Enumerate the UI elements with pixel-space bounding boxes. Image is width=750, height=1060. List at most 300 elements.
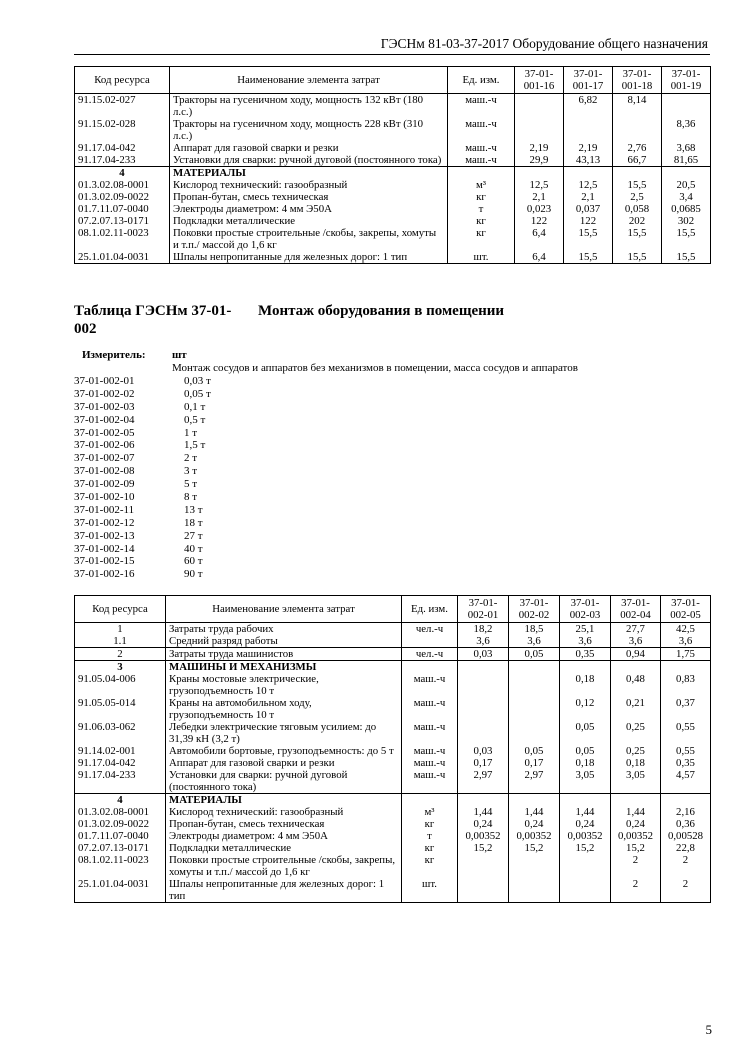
resource-value: 15,2 bbox=[560, 842, 611, 854]
resource-value: 4,57 bbox=[661, 769, 711, 794]
resource-value: 0,05 bbox=[560, 745, 611, 757]
resource-code: 07.2.07.13-0171 bbox=[75, 215, 170, 227]
resource-name: Затраты труда машинистов bbox=[166, 648, 402, 661]
resource-code: 25.1.01.04-0031 bbox=[75, 878, 166, 903]
resource-value: 0,48 bbox=[611, 673, 661, 697]
resource-code: 01.3.02.08-0001 bbox=[75, 806, 166, 818]
table-header-row bbox=[75, 596, 711, 623]
item-value: 5 т bbox=[184, 478, 198, 491]
resource-value bbox=[564, 118, 613, 142]
resource-name: Краны мостовые электрические, грузоподъемность 10 т bbox=[166, 673, 402, 697]
resource-code: 3 bbox=[75, 661, 166, 674]
list-item bbox=[74, 478, 211, 491]
resource-value bbox=[515, 167, 564, 180]
resource-code: 1.1 bbox=[75, 635, 166, 648]
resource-value: 15,2 bbox=[611, 842, 661, 854]
resource-value: 0,55 bbox=[661, 721, 711, 745]
resource-value: 2 bbox=[611, 878, 661, 903]
table-row bbox=[75, 215, 711, 227]
item-value: 1 т bbox=[184, 426, 198, 439]
resource-value: 3,05 bbox=[611, 769, 661, 794]
item-code: 37-01-002-13 bbox=[74, 529, 135, 542]
resource-name: Затраты труда рабочих bbox=[166, 623, 402, 636]
list-item bbox=[74, 568, 211, 581]
resource-name: Подкладки металлические bbox=[166, 842, 402, 854]
resource-value: 2 bbox=[661, 878, 711, 903]
resource-value: 15,5 bbox=[662, 227, 711, 251]
section-row bbox=[75, 794, 711, 807]
resource-code: 01.3.02.09-0022 bbox=[75, 818, 166, 830]
resource-code: 91.14.02-001 bbox=[75, 745, 166, 757]
resource-name: Аппарат для газовой сварки и резки bbox=[166, 757, 402, 769]
resource-name: Поковки простые строительные /скобы, закрепы, хомуты и т.п./ массой до 1,6 кг bbox=[170, 227, 448, 251]
resource-name: Краны на автомобильном ходу, грузоподъемность 10 т bbox=[166, 697, 402, 721]
resource-code: 91.17.04-233 bbox=[75, 769, 166, 794]
resource-value: 2,19 bbox=[564, 142, 613, 154]
resource-name: Установки для сварки: ручной дуговой (постоянного тока) bbox=[170, 154, 448, 167]
resource-value: 15,5 bbox=[613, 227, 662, 251]
resource-value bbox=[509, 673, 560, 697]
resource-value: 0,25 bbox=[611, 721, 661, 745]
resource-value: 66,7 bbox=[613, 154, 662, 167]
item-value: 3 т bbox=[184, 465, 198, 478]
resource-value: 0,05 bbox=[560, 721, 611, 745]
resource-value: 122 bbox=[564, 215, 613, 227]
resource-value: 12,5 bbox=[515, 179, 564, 191]
column-header: Наименование элемента затрат bbox=[166, 596, 402, 623]
item-value: 0,03 т bbox=[184, 375, 211, 387]
resource-code: 25.1.01.04-0031 bbox=[75, 251, 170, 264]
resource-name: Подкладки металлические bbox=[170, 215, 448, 227]
resource-value bbox=[509, 697, 560, 721]
resource-name: Пропан-бутан, смесь техническая bbox=[166, 818, 402, 830]
resource-value: 0,17 bbox=[509, 757, 560, 769]
list-item bbox=[74, 388, 211, 401]
item-value: 0,05 т bbox=[184, 387, 211, 400]
list-item bbox=[74, 530, 211, 543]
resource-value: 0,25 bbox=[611, 745, 661, 757]
table-row bbox=[75, 94, 711, 119]
resource-name: МАШИНЫ И МЕХАНИЗМЫ bbox=[166, 661, 402, 674]
item-value: 18 т bbox=[184, 516, 203, 529]
resource-value: 0,94 bbox=[611, 648, 661, 661]
item-code: 37-01-002-08 bbox=[74, 465, 135, 478]
resource-name: Тракторы на гусеничном ходу, мощность 228 кВт (310 л.с.) bbox=[170, 118, 448, 142]
resource-value: 2 bbox=[611, 854, 661, 878]
resource-value bbox=[509, 661, 560, 674]
resource-unit: маш.-ч bbox=[448, 142, 515, 154]
resource-name: Тракторы на гусеничном ходу, мощность 132 кВт (180 л.с.) bbox=[170, 94, 448, 119]
resource-value: 3,6 bbox=[661, 635, 711, 648]
item-value: 27 т bbox=[184, 529, 203, 542]
column-header: Ед. изм. bbox=[448, 67, 515, 94]
resource-value: 0,00352 bbox=[509, 830, 560, 842]
resource-unit: маш.-ч bbox=[402, 757, 458, 769]
resource-value: 25,1 bbox=[560, 623, 611, 636]
resource-unit: кг bbox=[402, 818, 458, 830]
resource-value bbox=[509, 794, 560, 807]
resource-name: Кислород технический: газообразный bbox=[170, 179, 448, 191]
list-item bbox=[74, 555, 211, 568]
resource-name: Средний разряд работы bbox=[166, 635, 402, 648]
table-row bbox=[75, 769, 711, 794]
resource-unit bbox=[402, 635, 458, 648]
measure-label: Измеритель: bbox=[82, 349, 146, 361]
resource-value bbox=[515, 118, 564, 142]
resource-value bbox=[458, 854, 509, 878]
resource-value: 6,4 bbox=[515, 251, 564, 264]
list-item bbox=[74, 465, 211, 478]
table-row bbox=[75, 191, 711, 203]
resource-name: Установки для сварки: ручной дуговой (постоянного тока) bbox=[166, 769, 402, 794]
resource-name: Аппарат для газовой сварки и резки bbox=[170, 142, 448, 154]
item-code: 37-01-002-04 bbox=[74, 413, 135, 426]
resource-value: 43,13 bbox=[564, 154, 613, 167]
resource-code: 91.17.04-042 bbox=[75, 757, 166, 769]
resource-value: 1,75 bbox=[661, 648, 711, 661]
resource-value: 3,6 bbox=[509, 635, 560, 648]
resource-value: 0,24 bbox=[458, 818, 509, 830]
section-row bbox=[75, 623, 711, 636]
resource-value: 3,05 bbox=[560, 769, 611, 794]
resource-value bbox=[458, 721, 509, 745]
table-row bbox=[75, 635, 711, 648]
resource-unit: м³ bbox=[448, 179, 515, 191]
resource-value: 0,18 bbox=[611, 757, 661, 769]
resource-value: 29,9 bbox=[515, 154, 564, 167]
resource-value: 0,83 bbox=[661, 673, 711, 697]
table-row bbox=[75, 757, 711, 769]
resource-name: Пропан-бутан, смесь техническая bbox=[170, 191, 448, 203]
resource-table-1 bbox=[74, 66, 711, 264]
list-item bbox=[74, 504, 211, 517]
table-row bbox=[75, 721, 711, 745]
resource-value bbox=[458, 661, 509, 674]
resource-value: 2,5 bbox=[613, 191, 662, 203]
item-value: 40 т bbox=[184, 542, 203, 555]
resource-unit: т bbox=[448, 203, 515, 215]
resource-name: Шпалы непропитанные для железных дорог: 1 тип bbox=[166, 878, 402, 903]
page-header: ГЭСНм 81-03-37-2017 Оборудование общего назначения bbox=[380, 36, 708, 51]
resource-value: 2,76 bbox=[613, 142, 662, 154]
resource-unit: чел.-ч bbox=[402, 648, 458, 661]
resource-value: 0,36 bbox=[661, 818, 711, 830]
resource-value: 15,2 bbox=[458, 842, 509, 854]
header-divider bbox=[74, 54, 710, 55]
item-code: 37-01-002-10 bbox=[74, 491, 135, 504]
resource-value: 0,058 bbox=[613, 203, 662, 215]
resource-value: 0,037 bbox=[564, 203, 613, 215]
table-row bbox=[75, 251, 711, 264]
resource-code: 01.3.02.09-0022 bbox=[75, 191, 170, 203]
resource-code: 4 bbox=[75, 794, 166, 807]
resource-value: 122 bbox=[515, 215, 564, 227]
item-code: 37-01-002-15 bbox=[74, 555, 135, 568]
resource-code: 91.15.02-027 bbox=[75, 94, 170, 119]
resource-value: 0,05 bbox=[509, 648, 560, 661]
resource-unit: кг bbox=[448, 227, 515, 251]
resource-value bbox=[458, 697, 509, 721]
resource-value bbox=[611, 661, 661, 674]
table-header-row bbox=[75, 67, 711, 94]
resource-unit: маш.-ч bbox=[402, 697, 458, 721]
resource-code: 4 bbox=[75, 167, 170, 180]
resource-code: 2 bbox=[75, 648, 166, 661]
resource-unit: кг bbox=[448, 191, 515, 203]
resource-value: 0,12 bbox=[560, 697, 611, 721]
resource-value: 0,18 bbox=[560, 673, 611, 697]
resource-unit: маш.-ч bbox=[402, 745, 458, 757]
resource-value bbox=[458, 878, 509, 903]
resource-code: 1 bbox=[75, 623, 166, 636]
resource-value: 0,37 bbox=[661, 697, 711, 721]
resource-name: Шпалы непропитанные для железных дорог: 1 тип bbox=[170, 251, 448, 264]
column-header: 37-01-002-02 bbox=[509, 596, 560, 623]
resource-value bbox=[661, 794, 711, 807]
resource-value bbox=[560, 878, 611, 903]
list-item bbox=[74, 414, 211, 427]
resource-value: 2 bbox=[661, 854, 711, 878]
resource-value: 0,35 bbox=[560, 648, 611, 661]
table-row bbox=[75, 745, 711, 757]
resource-name: Электроды диаметром: 4 мм Э50А bbox=[170, 203, 448, 215]
table-row bbox=[75, 142, 711, 154]
resource-code: 01.7.11.07-0040 bbox=[75, 830, 166, 842]
resource-value: 15,2 bbox=[509, 842, 560, 854]
list-item bbox=[74, 491, 211, 504]
column-header: Наименование элемента затрат bbox=[170, 67, 448, 94]
column-header: 37-01-001-17 bbox=[564, 67, 613, 94]
item-value: 60 т bbox=[184, 555, 203, 568]
resource-value: 0,00352 bbox=[458, 830, 509, 842]
resource-unit: маш.-ч bbox=[402, 721, 458, 745]
resource-unit: кг bbox=[448, 215, 515, 227]
resource-value: 22,8 bbox=[661, 842, 711, 854]
resource-value: 0,55 bbox=[661, 745, 711, 757]
resource-value: 18,5 bbox=[509, 623, 560, 636]
resource-value: 2,19 bbox=[515, 142, 564, 154]
resource-value: 8,36 bbox=[662, 118, 711, 142]
resource-value: 12,5 bbox=[564, 179, 613, 191]
resource-unit: кг bbox=[402, 842, 458, 854]
table-row bbox=[75, 154, 711, 167]
item-value: 2 т bbox=[184, 452, 198, 465]
resource-value: 0,17 bbox=[458, 757, 509, 769]
resource-value: 2,1 bbox=[564, 191, 613, 203]
resource-value: 1,44 bbox=[560, 806, 611, 818]
resource-code: 91.17.04-233 bbox=[75, 154, 170, 167]
column-header: 37-01-001-18 bbox=[613, 67, 662, 94]
resource-value: 2,97 bbox=[458, 769, 509, 794]
resource-unit: маш.-ч bbox=[448, 118, 515, 142]
resource-value: 0,0685 bbox=[662, 203, 711, 215]
resource-unit: чел.-ч bbox=[402, 623, 458, 636]
column-header: 37-01-002-01 bbox=[458, 596, 509, 623]
resource-code: 07.2.07.13-0171 bbox=[75, 842, 166, 854]
table-row bbox=[75, 878, 711, 903]
item-code: 37-01-002-01 bbox=[74, 375, 135, 387]
resource-code: 91.15.02-028 bbox=[75, 118, 170, 142]
resource-code: 91.05.05-014 bbox=[75, 697, 166, 721]
column-header: 37-01-001-19 bbox=[662, 67, 711, 94]
resource-value: 0,03 bbox=[458, 648, 509, 661]
table-row bbox=[75, 179, 711, 191]
item-code: 37-01-002-12 bbox=[74, 516, 135, 529]
resource-value bbox=[560, 794, 611, 807]
resource-value: 0,24 bbox=[611, 818, 661, 830]
resource-value bbox=[509, 854, 560, 878]
resource-value bbox=[509, 878, 560, 903]
resource-value: 6,82 bbox=[564, 94, 613, 119]
resource-value: 3,6 bbox=[611, 635, 661, 648]
resource-value: 6,4 bbox=[515, 227, 564, 251]
section-row bbox=[75, 167, 711, 180]
list-item bbox=[74, 543, 211, 556]
item-value: 90 т bbox=[184, 568, 203, 581]
resource-value: 42,5 bbox=[661, 623, 711, 636]
resource-value bbox=[458, 794, 509, 807]
list-item bbox=[74, 427, 211, 440]
item-value: 1,5 т bbox=[184, 439, 206, 452]
resource-value bbox=[458, 673, 509, 697]
resource-table-2 bbox=[74, 595, 711, 903]
resource-value: 0,18 bbox=[560, 757, 611, 769]
resource-value: 2,1 bbox=[515, 191, 564, 203]
resource-value: 1,44 bbox=[509, 806, 560, 818]
resource-value: 3,6 bbox=[560, 635, 611, 648]
item-value: 0,5 т bbox=[184, 413, 206, 426]
resource-value: 2,97 bbox=[509, 769, 560, 794]
resource-value: 1,44 bbox=[458, 806, 509, 818]
resource-value: 8,14 bbox=[613, 94, 662, 119]
resource-unit: кг bbox=[402, 854, 458, 878]
resource-value: 0,05 bbox=[509, 745, 560, 757]
resource-value bbox=[662, 94, 711, 119]
column-header: 37-01-001-16 bbox=[515, 67, 564, 94]
resource-value: 0,35 bbox=[661, 757, 711, 769]
resource-value: 0,00352 bbox=[560, 830, 611, 842]
column-header: Ед. изм. bbox=[402, 596, 458, 623]
resource-value: 15,5 bbox=[564, 251, 613, 264]
table-row bbox=[75, 854, 711, 878]
table-code: Таблица ГЭСНм 37-01-002 bbox=[74, 303, 232, 337]
column-header: Код ресурса bbox=[75, 596, 166, 623]
resource-name: МАТЕРИАЛЫ bbox=[166, 794, 402, 807]
resource-value bbox=[509, 721, 560, 745]
column-header: 37-01-002-04 bbox=[611, 596, 661, 623]
resource-value bbox=[662, 167, 711, 180]
list-item bbox=[74, 375, 211, 388]
resource-code: 91.17.04-042 bbox=[75, 142, 170, 154]
resource-value: 27,7 bbox=[611, 623, 661, 636]
measure-description: Монтаж сосудов и аппаратов без механизмов в помещении, масса сосудов и аппаратов bbox=[172, 362, 578, 374]
resource-value: 20,5 bbox=[662, 179, 711, 191]
table-row bbox=[75, 830, 711, 842]
resource-value: 302 bbox=[662, 215, 711, 227]
resource-unit bbox=[402, 794, 458, 807]
table-row bbox=[75, 118, 711, 142]
measure-unit: шт bbox=[172, 349, 187, 361]
item-code: 37-01-002-06 bbox=[74, 439, 135, 452]
resource-value bbox=[560, 661, 611, 674]
resource-value: 15,5 bbox=[564, 227, 613, 251]
resource-value: 3,4 bbox=[662, 191, 711, 203]
column-header: 37-01-002-03 bbox=[560, 596, 611, 623]
resource-code: 08.1.02.11-0023 bbox=[75, 227, 170, 251]
resource-name: Кислород технический: газообразный bbox=[166, 806, 402, 818]
resource-value: 15,5 bbox=[662, 251, 711, 264]
item-value: 0,1 т bbox=[184, 400, 206, 413]
item-code: 37-01-002-11 bbox=[74, 503, 135, 516]
item-code: 37-01-002-09 bbox=[74, 478, 135, 491]
resource-name: Электроды диаметром: 4 мм Э50А bbox=[166, 830, 402, 842]
resource-name: Автомобили бортовые, грузоподъемность: до 5 т bbox=[166, 745, 402, 757]
item-value: 8 т bbox=[184, 491, 198, 504]
list-item bbox=[74, 517, 211, 530]
resource-unit: маш.-ч bbox=[402, 673, 458, 697]
resource-value: 3,6 bbox=[458, 635, 509, 648]
resource-value: 3,68 bbox=[662, 142, 711, 154]
table-row bbox=[75, 842, 711, 854]
resource-code: 91.05.04-006 bbox=[75, 673, 166, 697]
resource-unit: м³ bbox=[402, 806, 458, 818]
measure-list bbox=[74, 375, 211, 581]
resource-value: 1,44 bbox=[611, 806, 661, 818]
resource-value: 0,03 bbox=[458, 745, 509, 757]
resource-value bbox=[661, 661, 711, 674]
resource-unit bbox=[402, 661, 458, 674]
item-code: 37-01-002-07 bbox=[74, 452, 135, 465]
table-name: Монтаж оборудования в помещении bbox=[258, 303, 505, 319]
page-number: 5 bbox=[705, 1022, 712, 1037]
table-row bbox=[75, 203, 711, 215]
table-row bbox=[75, 818, 711, 830]
resource-value bbox=[560, 854, 611, 878]
resource-value: 0,00352 bbox=[611, 830, 661, 842]
item-code: 37-01-002-05 bbox=[74, 426, 135, 439]
resource-unit: маш.-ч bbox=[402, 769, 458, 794]
resource-code: 91.06.03-062 bbox=[75, 721, 166, 745]
list-item bbox=[74, 439, 211, 452]
resource-unit: маш.-ч bbox=[448, 94, 515, 119]
resource-name: Поковки простые строительные /скобы, закрепы, хомуты и т.п./ массой до 1,6 кг bbox=[166, 854, 402, 878]
item-code: 37-01-002-16 bbox=[74, 568, 135, 581]
resource-name: МАТЕРИАЛЫ bbox=[170, 167, 448, 180]
list-item bbox=[74, 452, 211, 465]
section-row bbox=[75, 648, 711, 661]
resource-value bbox=[611, 794, 661, 807]
list-item bbox=[74, 401, 211, 414]
item-value: 13 т bbox=[184, 503, 203, 516]
resource-value bbox=[613, 118, 662, 142]
table-row bbox=[75, 673, 711, 697]
resource-value bbox=[515, 94, 564, 119]
resource-value: 202 bbox=[613, 215, 662, 227]
resource-value: 2,16 bbox=[661, 806, 711, 818]
resource-code: 08.1.02.11-0023 bbox=[75, 854, 166, 878]
resource-unit: шт. bbox=[402, 878, 458, 903]
resource-code: 01.3.02.08-0001 bbox=[75, 179, 170, 191]
resource-value: 81,65 bbox=[662, 154, 711, 167]
resource-value: 0,00528 bbox=[661, 830, 711, 842]
resource-code: 01.7.11.07-0040 bbox=[75, 203, 170, 215]
item-code: 37-01-002-02 bbox=[74, 387, 135, 400]
item-code: 37-01-002-03 bbox=[74, 400, 135, 413]
resource-value: 0,023 bbox=[515, 203, 564, 215]
resource-unit: шт. bbox=[448, 251, 515, 264]
resource-unit bbox=[448, 167, 515, 180]
resource-unit: т bbox=[402, 830, 458, 842]
